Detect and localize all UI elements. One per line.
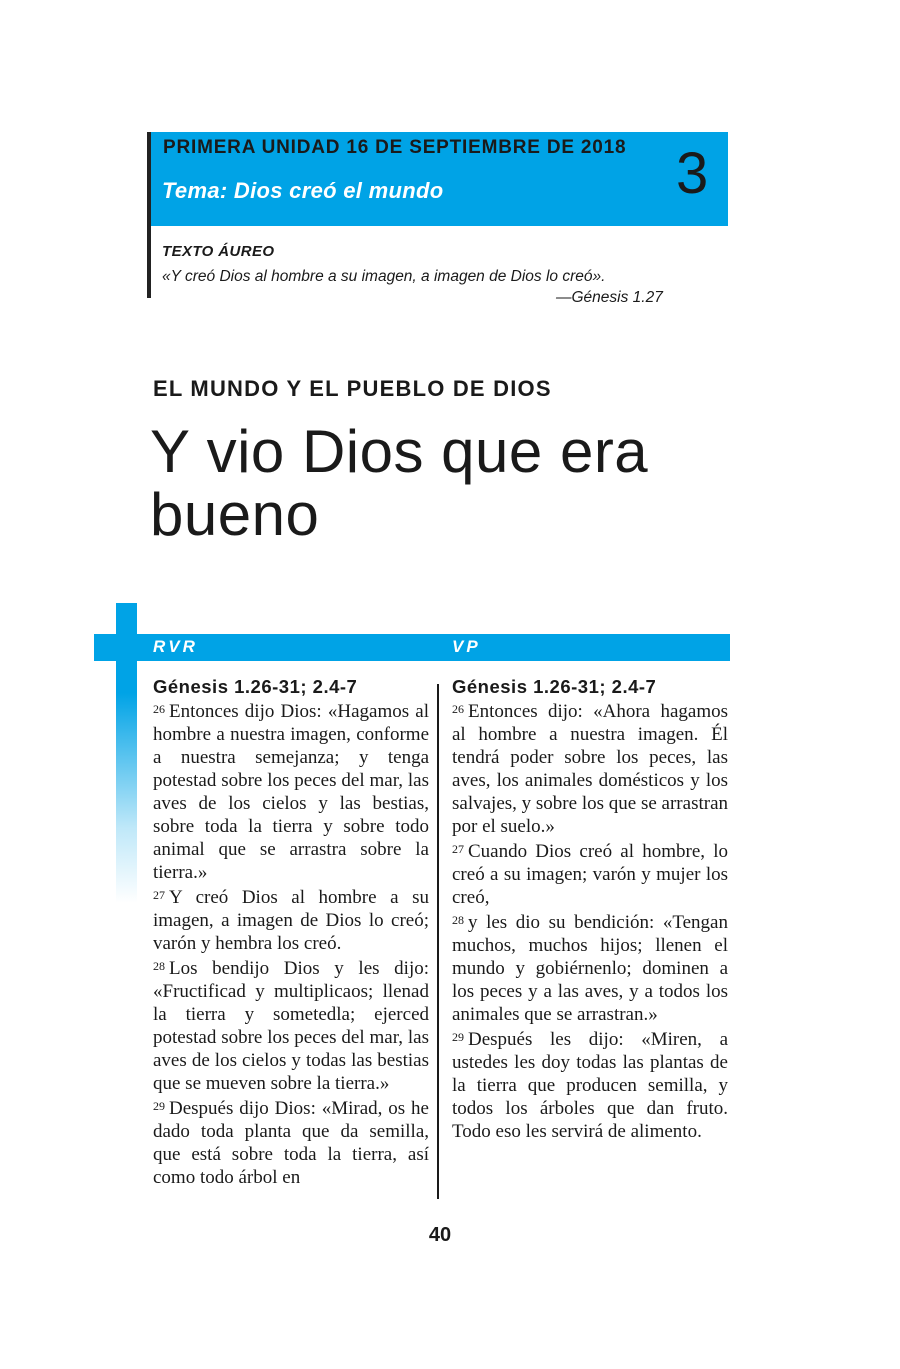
verse-text: y les dio su bendición: «Tengan muchos, muchos hijos; llenen el mundo y gobiérnenlo; dominen a los peces y a las aves, y a todos los animales que se arrastran.» (452, 912, 728, 1025)
verse-text: Y creó Dios al hombre a su imagen, a imagen de Dios lo creó; varón y hembra los creó. (153, 887, 429, 954)
verse (452, 1026, 728, 1143)
verse-number: 29 (153, 1099, 165, 1113)
verse (452, 909, 728, 1026)
vp-column (452, 676, 728, 1143)
page-title: Y vio Dios que era bueno (150, 418, 649, 548)
verse-number: 27 (153, 888, 165, 902)
verse (153, 955, 429, 1095)
golden-text-quote: «Y creó Dios al hombre a su imagen, a imagen de Dios lo creó». (162, 268, 606, 285)
passage-reference: Génesis 1.26-31; 2.4-7 (452, 676, 657, 697)
column-divider (437, 684, 439, 1199)
verse-number: 28 (153, 959, 165, 973)
verse-number: 26 (153, 702, 165, 716)
verse-text: Entonces dijo Dios: «Hagamos al hombre a nuestra imagen, conforme a nuestra semejanza; y tenga potestad sobre los peces del mar, las aves de los cielos y las bestias, sobre toda la tierra y sobre todo animal que se arrastra sobre la tierra.» (153, 701, 429, 883)
golden-text-label: TEXTO ÁUREO (162, 243, 275, 260)
unit-date: PRIMERA UNIDAD 16 DE SEPTIEMBRE DE 2018 (163, 137, 627, 158)
rvr-column (153, 676, 429, 1189)
golden-text-reference: —Génesis 1.27 (556, 289, 663, 306)
verse-text: Cuando Dios creó al hombre, lo creó a su imagen; varón y mujer los creó, (452, 841, 728, 908)
verse-text: Entonces dijo: «Ahora hagamos al hombre a nuestra imagen. Él tendrá poder sobre los peces, las aves, los animales domésticos y los salvajes, y sobre los que se arrastran por el suelo.» (452, 701, 728, 837)
verse (153, 884, 429, 955)
verse-text: Después dijo Dios: «Mirad, os he dado toda planta que da semilla, que está sobre toda la tierra, así como todo árbol en (153, 1098, 429, 1188)
verse-text: Después les dijo: «Miren, a ustedes les doy todas las plantas de la tierra que producen semilla, y todos los árboles que dan fruto. Todo eso les servirá de alimento. (452, 1029, 728, 1142)
verse (153, 698, 429, 884)
header-rule (147, 132, 151, 298)
lesson-theme: Tema: Dios creó el mundo (162, 178, 444, 203)
version-label-rvr: RVR (153, 637, 198, 656)
lesson-number: 3 (676, 141, 709, 206)
verse-number: 28 (452, 913, 464, 927)
verse (452, 698, 728, 838)
verse (153, 1095, 429, 1189)
section-title: EL MUNDO Y EL PUEBLO DE DIOS (153, 376, 552, 401)
verse-number: 27 (452, 842, 464, 856)
passage-reference: Génesis 1.26-31; 2.4-7 (153, 676, 358, 697)
version-label-vp: VP (452, 637, 481, 656)
verse-number: 29 (452, 1030, 464, 1044)
page-number: 40 (428, 1224, 452, 1246)
verse-text: Los bendijo Dios y les dijo: «Fructificad y multiplicaos; llenad la tierra y sometedla; ejerced potestad sobre los peces del mar, las aves de los cielos y todas las bestias que se mueven sobre la tierra.» (153, 958, 429, 1094)
verse-number: 26 (452, 702, 464, 716)
verse (452, 838, 728, 909)
